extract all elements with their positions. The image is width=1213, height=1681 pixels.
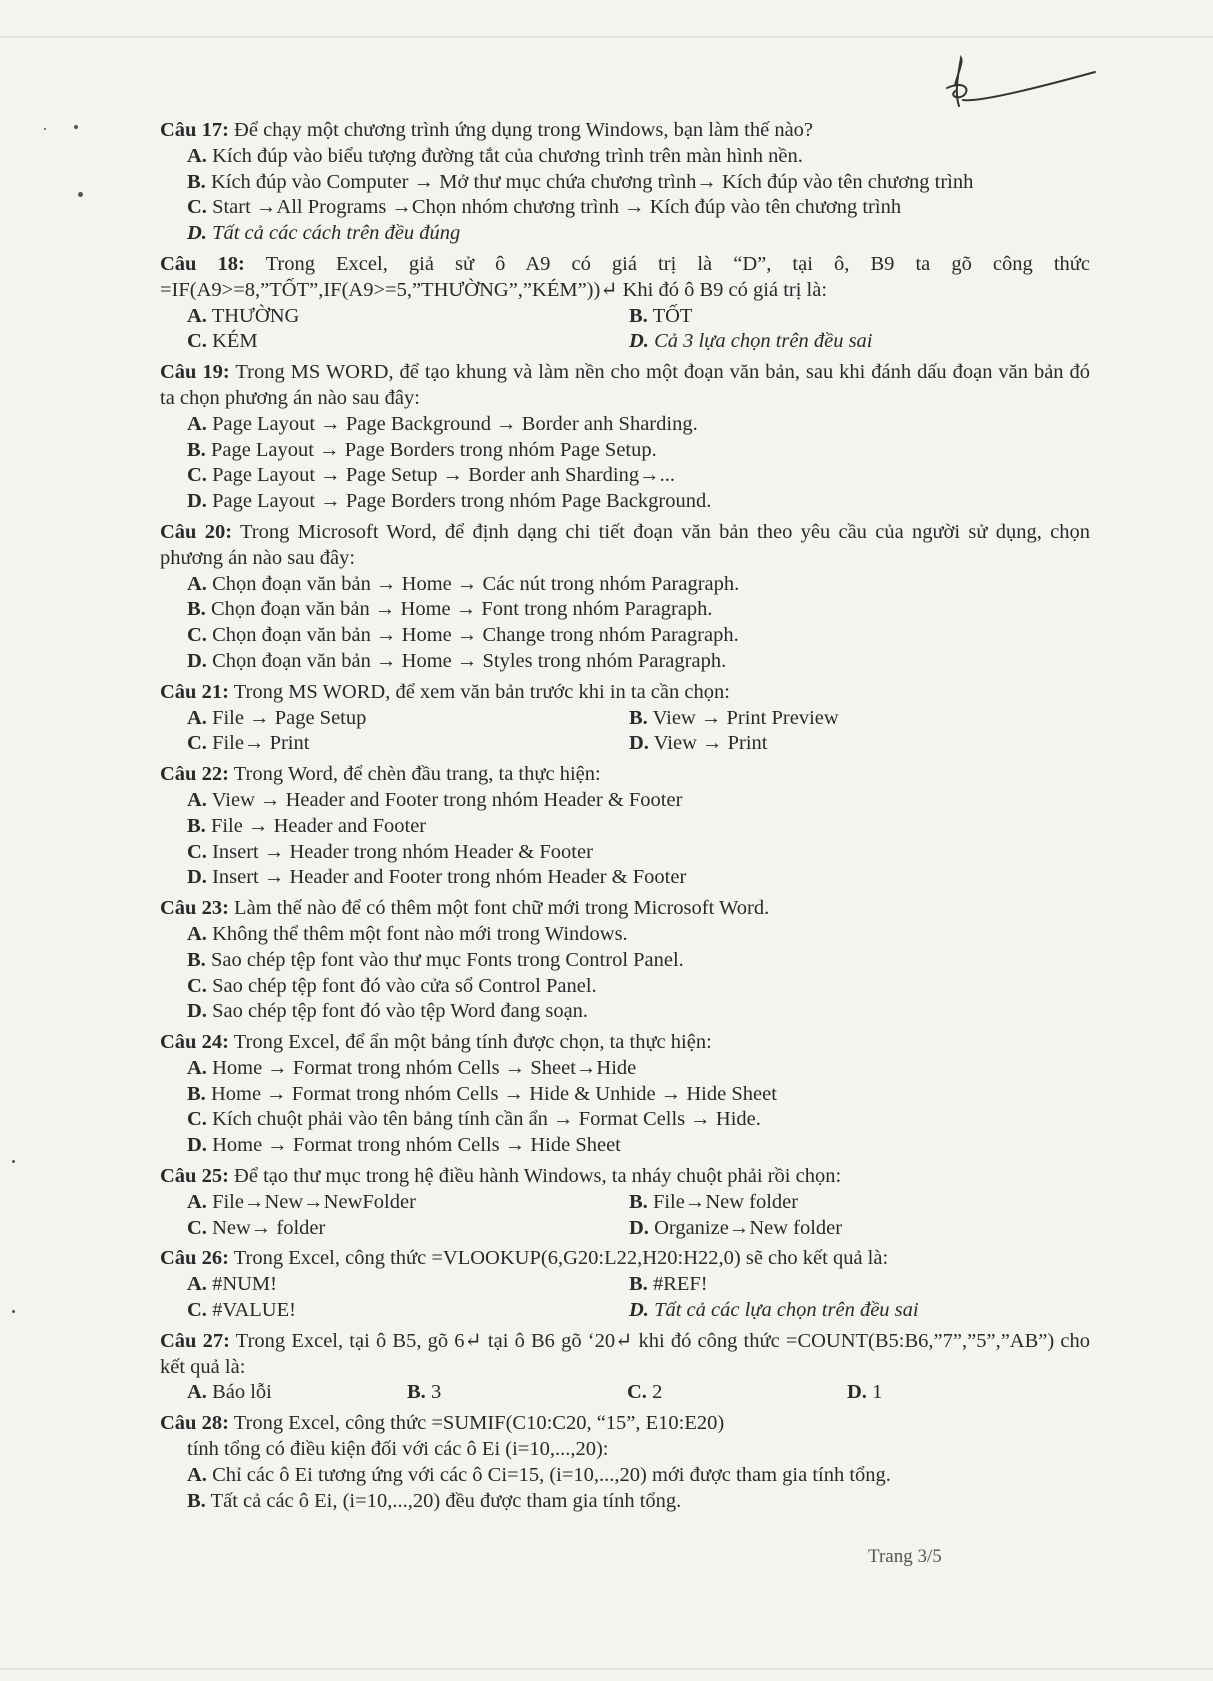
question-number: Câu 24:	[160, 1031, 229, 1054]
option-a: A. View → Header and Footer trong nhóm Header & Footer	[187, 788, 683, 811]
question-22	[160, 762, 1090, 891]
option-c: C. Page Layout → Page Setup → Border anh Sharding→...	[187, 464, 675, 487]
option-d: D. View → Print	[629, 732, 768, 755]
option-c: C. #VALUE!	[187, 1299, 296, 1322]
question-text: Trong Excel, tại ô B5, gõ 6↵ tại ô B6 gõ ‘20↵ khi đó công thức =COUNT(B5:B6,”7”,”5”,”AB”) cho kết quả là:	[160, 1329, 1090, 1378]
option-d: D. 1	[847, 1381, 883, 1404]
question-text: Trong Word, để chèn đầu trang, ta thực hiện:	[233, 763, 601, 786]
question-text: Làm thế nào để có thêm một font chữ mới trong Microsoft Word.	[234, 897, 770, 920]
question-text: Trong Excel, giả sử ô A9 có giá trị là “D”, tại ô, B9 ta gõ công thức =IF(A9>=8,”TỐT”,IF(A9>=5,”THƯỜNG”,”KÉM”))↵ Khi đó ô B9 có giá trị là:	[160, 252, 1090, 301]
question-text: Để tạo thư mục trong hệ điều hành Windows, ta nháy chuột phải rồi chọn:	[234, 1165, 842, 1188]
option-b: B. #REF!	[629, 1273, 708, 1296]
option-d: D. Tất cả các cách trên đều đúng	[187, 222, 461, 245]
question-28	[160, 1411, 1090, 1514]
question-26	[160, 1246, 1090, 1323]
question-number: Câu 17:	[160, 119, 229, 141]
question-text: Trong Excel, công thức =SUMIF(C10:C20, “15”, E10:E20)	[233, 1412, 725, 1435]
question-number: Câu 27:	[160, 1329, 230, 1352]
option-a: A. Chọn đoạn văn bản → Home → Các nút trong nhóm Paragraph.	[187, 572, 740, 595]
scan-speck	[78, 192, 83, 197]
option-a: A. Chỉ các ô Ei tương ứng với các ô Ci=15, (i=10,...,20) mới được tham gia tính tổng.	[187, 1463, 891, 1486]
option-a: A. Page Layout → Page Background → Border anh Sharding.	[187, 412, 698, 435]
question-text-continued: tính tổng có điều kiện đối với các ô Ei (i=10,...,20):	[187, 1438, 609, 1461]
option-a: A. Kích đúp vào biểu tượng đường tắt của chương trình trên màn hình nền.	[187, 144, 803, 167]
scan-border-bottom	[0, 1668, 1213, 1670]
question-18	[160, 252, 1090, 355]
option-a: A. File → Page Setup	[187, 706, 367, 729]
question-20	[160, 520, 1090, 675]
option-c: C. KÉM	[187, 330, 258, 353]
option-a: A. Không thể thêm một font nào mới trong Windows.	[187, 922, 628, 945]
question-text: Trong Excel, công thức =VLOOKUP(6,G20:L22,H20:H22,0) sẽ cho kết quả là:	[233, 1247, 889, 1270]
option-d: D. Home → Format trong nhóm Cells → Hide Sheet	[187, 1134, 621, 1157]
option-c: C. Kích chuột phải vào tên bảng tính cần ẩn → Format Cells → Hide.	[187, 1108, 761, 1131]
option-b: B. Tất cả các ô Ei, (i=10,...,20) đều được tham gia tính tổng.	[187, 1489, 682, 1512]
option-b: B. Sao chép tệp font vào thư mục Fonts trong Control Panel.	[187, 948, 684, 971]
question-21	[160, 680, 1090, 757]
option-a: A. THƯỜNG	[187, 304, 300, 327]
question-text: Trong Microsoft Word, để định dạng chi tiết đoạn văn bản theo yêu cầu của người sử dụng, chọn phương án nào sau đây:	[160, 520, 1090, 569]
option-d: D. Insert → Header and Footer trong nhóm Header & Footer	[187, 866, 687, 889]
question-27	[160, 1329, 1090, 1406]
question-number: Câu 21:	[160, 680, 229, 703]
question-17	[160, 118, 1090, 247]
question-text: Trong MS WORD, để tạo khung và làm nền cho một đoạn văn bản, sau khi đánh dấu đoạn văn bản đó ta chọn phương án nào sau đây:	[160, 361, 1090, 409]
option-b: B. File→New folder	[629, 1190, 799, 1213]
option-c: C. 2	[627, 1381, 663, 1404]
question-23	[160, 896, 1090, 1025]
option-a: A. #NUM!	[187, 1273, 277, 1296]
scan-speck	[12, 1160, 15, 1163]
question-number: Câu 26:	[160, 1247, 229, 1270]
option-d: D. Tất cả các lựa chọn trên đều sai	[629, 1299, 919, 1322]
option-d: D. Chọn đoạn văn bản → Home → Styles trong nhóm Paragraph.	[187, 649, 727, 672]
question-number: Câu 28:	[160, 1412, 229, 1435]
option-b: B. Page Layout → Page Borders trong nhóm Page Setup.	[187, 438, 657, 461]
option-a: A. Báo lỗi	[187, 1381, 272, 1404]
option-b: B. Home → Format trong nhóm Cells → Hide & Unhide → Hide Sheet	[187, 1082, 777, 1105]
option-c: C. Start →All Programs →Chọn nhóm chương trình → Kích đúp vào tên chương trình	[187, 196, 902, 219]
scan-speck	[74, 125, 78, 129]
option-c: C. Insert → Header trong nhóm Header & Footer	[187, 840, 593, 863]
option-c: C. File→ Print	[187, 732, 310, 755]
option-b: B. File → Header and Footer	[187, 814, 427, 837]
question-number: Câu 22:	[160, 763, 229, 786]
option-d: D. Page Layout → Page Borders trong nhóm Page Background.	[187, 490, 712, 513]
option-b: B. TỐT	[629, 304, 693, 327]
option-c: C. Chọn đoạn văn bản → Home → Change trong nhóm Paragraph.	[187, 624, 739, 647]
option-b: B. 3	[407, 1381, 442, 1404]
option-d: D. Sao chép tệp font đó vào tệp Word đang soạn.	[187, 1000, 589, 1023]
option-c: C. Sao chép tệp font đó vào cửa sổ Control Panel.	[187, 974, 597, 997]
option-b: B. View → Print Preview	[629, 706, 839, 729]
question-number: Câu 19:	[160, 361, 230, 384]
question-text: Để chạy một chương trình ứng dụng trong Windows, bạn làm thế nào?	[234, 119, 814, 141]
question-text: Trong Excel, để ẩn một bảng tính được chọn, ta thực hiện:	[233, 1031, 712, 1054]
question-19	[160, 360, 1090, 515]
question-24	[160, 1030, 1090, 1159]
exam-page-content	[160, 118, 1090, 1514]
option-d: D. Organize→New folder	[629, 1216, 843, 1239]
question-number: Câu 25:	[160, 1165, 229, 1188]
scan-border-top	[0, 36, 1213, 38]
option-c: C. New→ folder	[187, 1216, 326, 1239]
page-number: Trang 3/5	[868, 1546, 942, 1567]
scan-speck	[44, 128, 46, 130]
question-number: Câu 23:	[160, 897, 229, 920]
option-b: B. Chọn đoạn văn bản → Home → Font trong nhóm Paragraph.	[187, 598, 713, 621]
question-number: Câu 18:	[160, 252, 245, 275]
option-b: B. Kích đúp vào Computer → Mở thư mục chứa chương trình→ Kích đúp vào tên chương trình	[187, 170, 974, 193]
signature-mark	[945, 50, 1105, 120]
question-25	[160, 1164, 1090, 1241]
option-a: A. Home → Format trong nhóm Cells → Sheet→Hide	[187, 1056, 637, 1079]
question-text: Trong MS WORD, để xem văn bản trước khi in ta cần chọn:	[233, 680, 730, 703]
option-a: A. File→New→NewFolder	[187, 1190, 416, 1213]
option-d: D. Cả 3 lựa chọn trên đều sai	[629, 330, 873, 353]
question-number: Câu 20:	[160, 520, 233, 543]
scan-speck	[12, 1310, 15, 1313]
